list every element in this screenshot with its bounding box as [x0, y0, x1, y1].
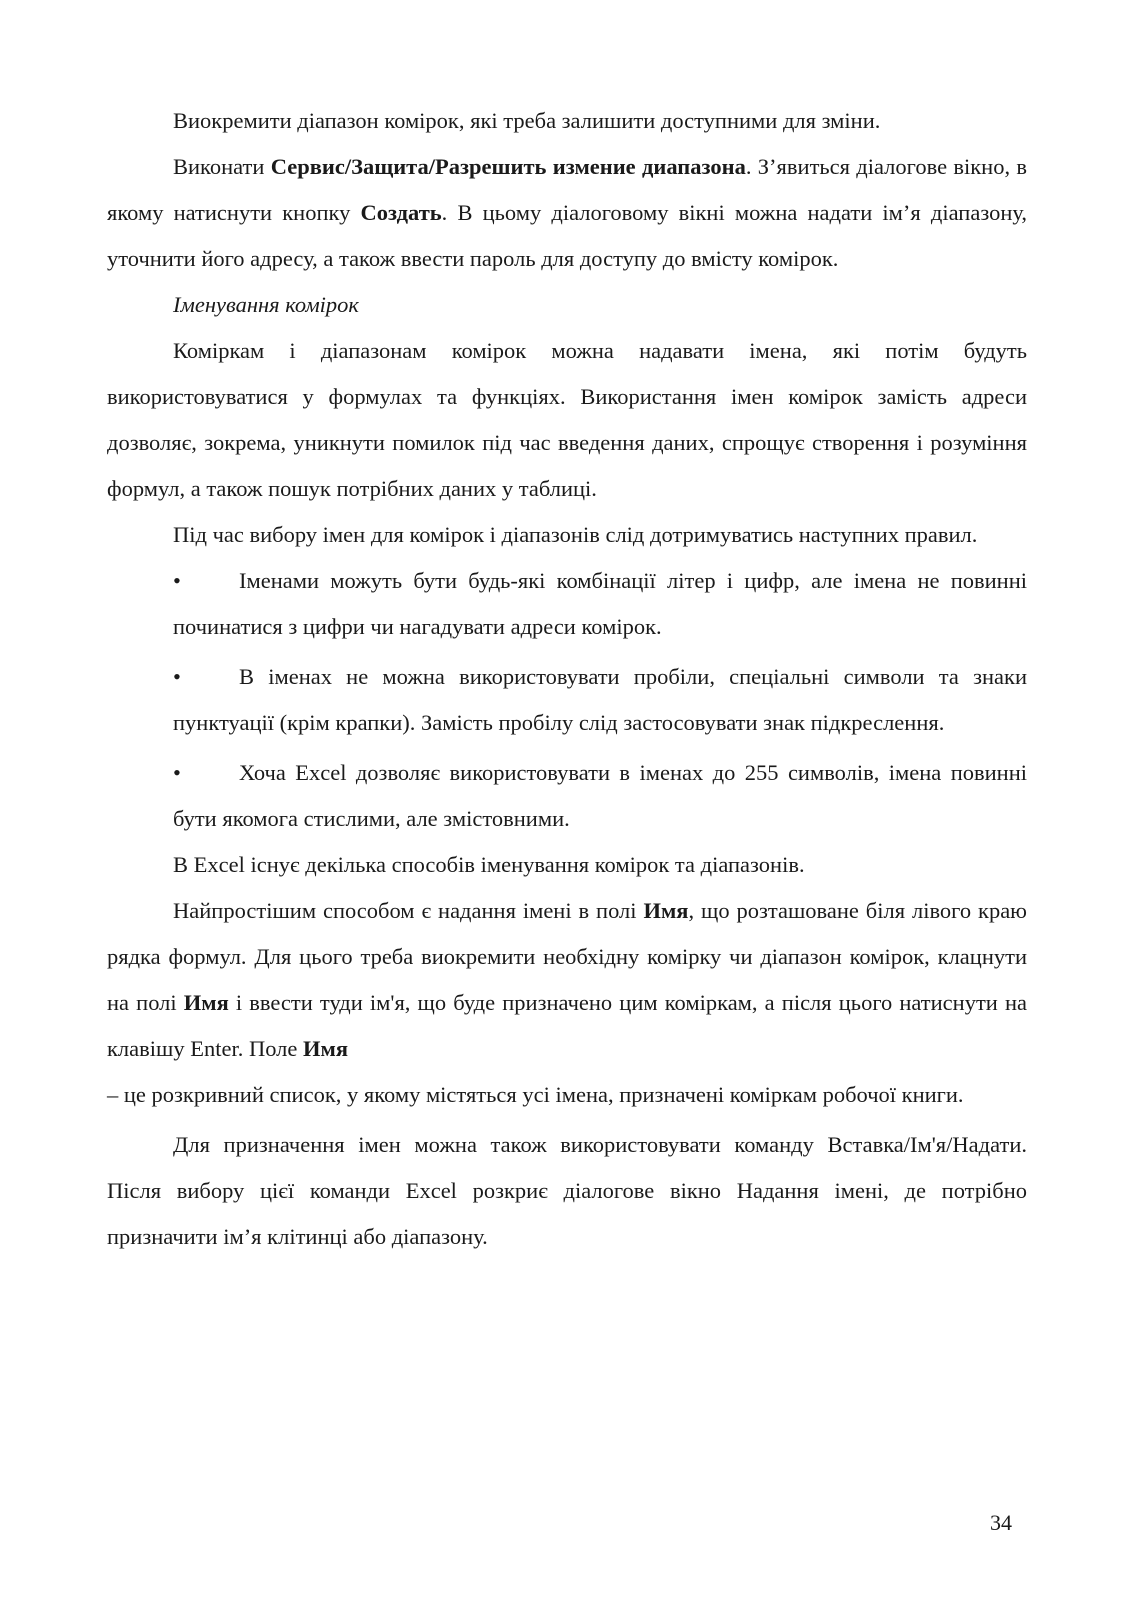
- rule-text: Іменами можуть бути будь-які комбінації літер і цифр, але імена не повинні починатися з цифри чи нагадувати адреси комірок.: [173, 568, 1027, 639]
- bullet-symbol: •: [173, 664, 181, 689]
- rule-text: Хоча Excel дозволяє використовувати в іменах до 255 символів, імена повинні бути якомога стислими, але змістовними.: [173, 760, 1027, 831]
- paragraph-naming-intro: Коміркам і діапазонам комірок можна надавати імена, які потім будуть використовуватися у формулах та функціях. Використання імен комірок замість адреси дозволяє, зокрема, уникнути помилок під час введення даних, спрощує створення і розуміння формул, а також пошук потрібних даних у таблиці.: [107, 338, 1027, 501]
- field-name-imya: Имя: [643, 898, 689, 923]
- field-name-imya: Имя: [183, 990, 229, 1015]
- p2-text-c: . З’явиться діалогове вікно, в якому натиснути кнопку: [107, 154, 1028, 225]
- paragraph-name-box: [107, 888, 1027, 1072]
- menu-path-protection: Сервис/Защита/Разрешить измение диапазона: [270, 154, 746, 179]
- page-number: 34: [990, 1510, 1012, 1535]
- p2-text-a: Виконати: [173, 154, 271, 179]
- paragraph-protection-command: [107, 144, 1027, 282]
- list-item: [107, 654, 1027, 746]
- paragraph-insert-name-command: Для призначення імен можна також використовувати команду Вставка/Ім'я/Надати. Після вибору цієї команди Excel розкриє діалогове вікно Надання імені, де потрібно призначити ім’я клітинці або діапазону.: [107, 1132, 1027, 1249]
- bullet-symbol: •: [173, 568, 181, 593]
- p6-text-e: і ввести туди ім'я, що буде призначено цим коміркам, а після цього натиснути на клавішу Enter. Поле: [107, 990, 1027, 1061]
- document-page: [107, 98, 1027, 1260]
- list-item: [107, 750, 1027, 842]
- paragraph-naming-methods: В Excel існує декілька способів іменування комірок та діапазонів.: [173, 852, 805, 877]
- bullet-symbol: •: [173, 760, 181, 785]
- button-name-create: Создать: [360, 200, 442, 225]
- list-item: [107, 558, 1027, 650]
- paragraph-naming-rules-intro: Під час вибору імен для комірок і діапазонів слід дотримуватись наступних правил.: [173, 522, 978, 547]
- p6-text-c: , що розташоване біля лівого краю рядка формул. Для цього треба виокремити необхідну комірку чи діапазон комірок, клацнути на полі: [107, 898, 1027, 1015]
- p2-text-e: . В цьому діалоговому вікні можна надати ім’я діапазону, уточнити його адресу, а також ввести пароль для доступу до вмісту комірок.: [107, 200, 1028, 271]
- paragraph-name-box-dropdown: – це розкривний список, у якому містяться усі імена, призначені коміркам робочої книги.: [107, 1082, 964, 1107]
- field-name-imya: Имя: [303, 1036, 348, 1061]
- p6-text-a: Найпростішим способом є надання імені в полі: [173, 898, 644, 923]
- subheading-naming-cells: Іменування комірок: [173, 292, 359, 317]
- rule-text: В іменах не можна використовувати пробіли, спеціальні символи та знаки пунктуації (крім крапки). Замість пробілу слід застосовувати знак підкреслення.: [173, 664, 1027, 735]
- paragraph-select-range: Виокремити діапазон комірок, які треба залишити доступними для зміни.: [173, 108, 881, 133]
- naming-rules-list: [107, 558, 1027, 842]
